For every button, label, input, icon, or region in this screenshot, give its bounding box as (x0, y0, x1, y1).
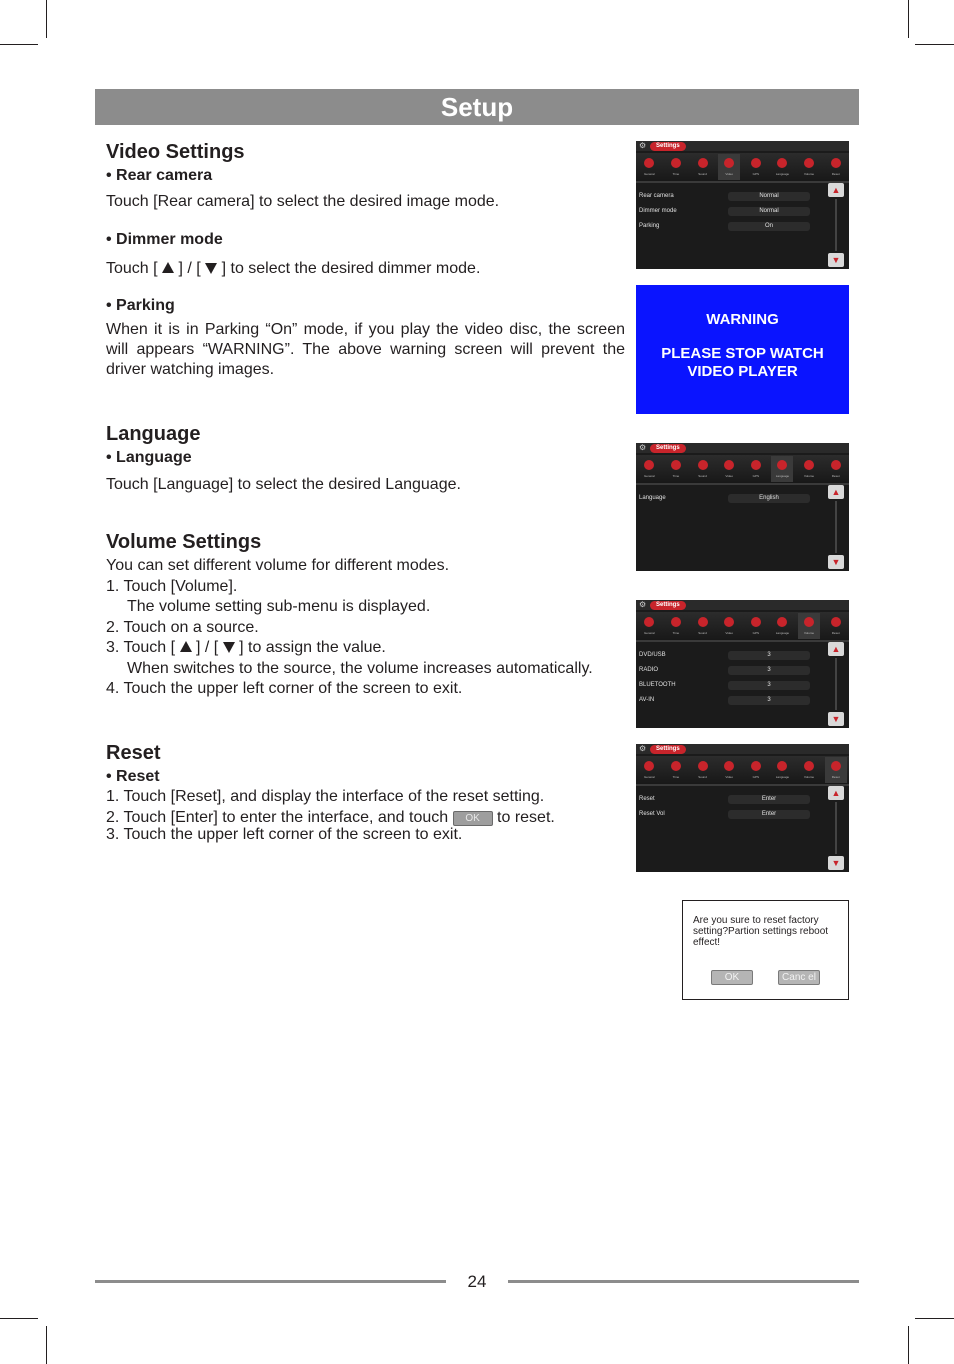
settings-tab-icon (638, 757, 660, 783)
settings-icon-row (636, 756, 849, 786)
settings-tab-icon (825, 154, 847, 180)
volume-step-3-note: When switches to the source, the volume increases automatically. (127, 660, 593, 677)
screen-scrollbar (826, 485, 846, 569)
parking-bullet: • Parking (106, 297, 175, 314)
settings-tab-icon (745, 456, 767, 482)
tab-glyph-icon (751, 761, 761, 771)
tab-label: GPS (752, 172, 759, 176)
scroll-down-icon: ▼ (828, 712, 844, 726)
tab-label: Volume (804, 474, 815, 478)
tab-label: General (643, 474, 655, 478)
reset-step-2: 2. Touch [Enter] to enter the interface, and touch OK to reset. (106, 809, 555, 826)
settings-tag: Settings (650, 601, 686, 610)
tab-glyph-icon (644, 761, 654, 771)
volume-settings-heading: Volume Settings (106, 531, 262, 553)
screen-scrollbar (826, 642, 846, 726)
language-screenshot (636, 443, 849, 571)
dimmer-mode-bullet: • Dimmer mode (106, 231, 223, 248)
tab-label: Language (775, 631, 790, 635)
tab-label: Sound (698, 172, 707, 176)
up-arrow-icon (180, 641, 192, 652)
settings-tab-icon (692, 757, 714, 783)
tab-glyph-icon (804, 761, 814, 771)
ok-button-illustration: OK (453, 811, 493, 826)
setting-row-value: Normal (728, 207, 810, 216)
scroll-down-icon: ▼ (828, 253, 844, 267)
tab-glyph-icon (804, 460, 814, 470)
tab-label: Video (725, 172, 733, 176)
tab-label: Language (775, 172, 790, 176)
tab-glyph-icon (724, 158, 734, 168)
scroll-track (835, 199, 837, 251)
settings-tab-icon (638, 456, 660, 482)
settings-tab-icon (665, 154, 687, 180)
setting-row-value: 3 (728, 666, 810, 675)
language-bullet: • Language (106, 449, 192, 466)
page-title: Setup (95, 89, 859, 125)
setting-row-label: Reset Vol (639, 811, 665, 817)
tab-glyph-icon (804, 617, 814, 627)
tab-glyph-icon (671, 617, 681, 627)
tab-label: Sound (698, 474, 707, 478)
scroll-track (835, 658, 837, 710)
tab-glyph-icon (724, 460, 734, 470)
tab-label: General (643, 631, 655, 635)
up-arrow-icon (162, 262, 174, 273)
reset-screenshot (636, 744, 849, 872)
settings-tag: Settings (650, 745, 686, 754)
scroll-up-icon: ▲ (828, 485, 844, 499)
tab-glyph-icon (644, 460, 654, 470)
tab-label: Reset (831, 172, 840, 176)
dialog-ok-button[interactable]: OK (711, 970, 753, 985)
tab-label: Time (672, 474, 680, 478)
volume-step-2: 2. Touch on a source. (106, 619, 259, 636)
language-heading: Language (106, 423, 201, 445)
settings-tag: Settings (650, 444, 686, 453)
setting-row-value: Enter (728, 795, 810, 804)
screen-scrollbar (826, 786, 846, 870)
scroll-down-icon: ▼ (828, 856, 844, 870)
tab-glyph-icon (698, 460, 708, 470)
tab-label: General (643, 172, 655, 176)
tab-label: GPS (752, 474, 759, 478)
settings-icon-row (636, 153, 849, 183)
tab-glyph-icon (804, 158, 814, 168)
tab-glyph-icon (777, 617, 787, 627)
footer-rule-left (95, 1280, 446, 1283)
reset-bullet: • Reset (106, 768, 160, 785)
setting-row-value: Normal (728, 192, 810, 201)
settings-icon-row (636, 612, 849, 642)
tab-glyph-icon (777, 761, 787, 771)
settings-tab-icon (718, 456, 740, 482)
parking-text: When it is in Parking “On” mode, if you play the video disc, the screen will appears “WARNING”. The above warning screen will prevent the driver watching images. (106, 321, 625, 378)
warning-line-2: PLEASE STOP WATCH (661, 345, 824, 362)
dialog-cancel-button[interactable]: Canc el (778, 970, 820, 985)
setting-row-value: 3 (728, 681, 810, 690)
settings-icon-row (636, 455, 849, 485)
settings-tag: Settings (650, 142, 686, 151)
setting-row-label: Reset (639, 796, 655, 802)
tab-label: Time (672, 631, 680, 635)
gear-icon: ⚙ (639, 744, 647, 753)
tab-glyph-icon (644, 617, 654, 627)
video-settings-heading: Video Settings (106, 141, 245, 163)
tab-label: Sound (698, 631, 707, 635)
scroll-up-icon: ▲ (828, 183, 844, 197)
scroll-up-icon: ▲ (828, 642, 844, 656)
tab-glyph-icon (831, 617, 841, 627)
warning-line-3: VIDEO PLAYER (687, 363, 798, 380)
tab-label: Reset (831, 775, 840, 779)
tab-label: Reset (831, 631, 840, 635)
settings-tab-icon (745, 613, 767, 639)
screen-scrollbar (826, 183, 846, 267)
crop-mark (46, 1326, 47, 1364)
settings-tab-icon (798, 456, 820, 482)
settings-tab-icon (665, 613, 687, 639)
settings-tab-icon (665, 757, 687, 783)
settings-tab-icon (798, 757, 820, 783)
tab-label: Volume (804, 631, 815, 635)
warning-title: WARNING (706, 311, 779, 328)
settings-tab-icon (771, 757, 793, 783)
setting-row-label: AV-IN (639, 697, 655, 703)
tab-label: Time (672, 172, 680, 176)
footer-rule-right (508, 1280, 859, 1283)
crop-mark (908, 1326, 909, 1364)
tab-glyph-icon (671, 761, 681, 771)
language-text: Touch [Language] to select the desired Language. (106, 476, 461, 493)
volume-screenshot (636, 600, 849, 728)
settings-tab-icon (745, 154, 767, 180)
dialog-message: Are you sure to reset factory setting?Partion settings reboot effect! (693, 915, 829, 948)
gear-icon: ⚙ (639, 600, 647, 609)
settings-tab-icon (692, 154, 714, 180)
tab-glyph-icon (698, 158, 708, 168)
crop-mark (46, 0, 47, 38)
tab-label: Reset (831, 474, 840, 478)
gear-icon: ⚙ (639, 443, 647, 452)
setting-row-label: Dimmer mode (639, 208, 677, 214)
volume-step-1: 1. Touch [Volume]. (106, 578, 238, 595)
tab-label: Language (775, 474, 790, 478)
setting-row-value: On (728, 222, 810, 231)
down-arrow-icon (223, 642, 235, 653)
scroll-up-icon: ▲ (828, 786, 844, 800)
setting-row-value: Enter (728, 810, 810, 819)
tab-glyph-icon (698, 617, 708, 627)
tab-label: Video (725, 474, 733, 478)
video-settings-screenshot (636, 141, 849, 269)
settings-tab-icon (665, 456, 687, 482)
volume-step-3: 3. Touch [ ] / [ ] to assign the value. (106, 639, 386, 656)
tab-glyph-icon (751, 617, 761, 627)
tab-glyph-icon (724, 617, 734, 627)
gear-icon: ⚙ (639, 141, 647, 150)
tab-glyph-icon (644, 158, 654, 168)
settings-tab-icon (638, 154, 660, 180)
settings-tab-icon (825, 757, 847, 783)
setting-row-value: 3 (728, 696, 810, 705)
settings-tab-icon (771, 613, 793, 639)
settings-tab-icon (825, 613, 847, 639)
settings-tab-icon (718, 757, 740, 783)
tab-glyph-icon (671, 158, 681, 168)
setting-row-label: RADIO (639, 667, 659, 673)
crop-mark (915, 1318, 954, 1319)
setting-row-value: 3 (728, 651, 810, 660)
settings-tab-icon (825, 456, 847, 482)
crop-mark (0, 1318, 38, 1319)
setting-row-value: English (728, 494, 810, 503)
tab-label: Language (775, 775, 790, 779)
tab-glyph-icon (831, 158, 841, 168)
crop-mark (908, 0, 909, 38)
tab-label: General (643, 775, 655, 779)
tab-label: Sound (698, 775, 707, 779)
tab-glyph-icon (751, 460, 761, 470)
tab-glyph-icon (671, 460, 681, 470)
down-arrow-icon (205, 263, 217, 274)
tab-glyph-icon (777, 158, 787, 168)
setting-row-label: DVD/USB (639, 652, 666, 658)
reset-step-3: 3. Touch the upper left corner of the screen to exit. (106, 826, 463, 843)
tab-glyph-icon (831, 460, 841, 470)
settings-tab-icon (745, 757, 767, 783)
setting-row-label: Parking (639, 223, 660, 229)
settings-tab-icon (692, 456, 714, 482)
settings-tab-icon (798, 613, 820, 639)
tab-label: Video (725, 775, 733, 779)
warning-screenshot (636, 285, 849, 414)
tab-label: GPS (752, 631, 759, 635)
settings-tab-icon (771, 456, 793, 482)
settings-tab-icon (718, 613, 740, 639)
setting-row-label: Language (639, 495, 666, 501)
scroll-track (835, 802, 837, 854)
tab-label: Volume (804, 775, 815, 779)
rear-camera-bullet: • Rear camera (106, 167, 213, 184)
tab-label: Time (672, 775, 680, 779)
settings-tab-icon (718, 154, 740, 180)
tab-glyph-icon (698, 761, 708, 771)
scroll-down-icon: ▼ (828, 555, 844, 569)
crop-mark (915, 44, 954, 45)
reset-confirm-dialog (682, 900, 849, 1000)
setting-row-label: Rear camera (639, 193, 674, 199)
volume-step-4: 4. Touch the upper left corner of the screen to exit. (106, 680, 463, 697)
tab-glyph-icon (831, 761, 841, 771)
tab-label: Volume (804, 172, 815, 176)
settings-tab-icon (771, 154, 793, 180)
rear-camera-text: Touch [Rear camera] to select the desired image mode. (106, 193, 500, 210)
volume-intro: You can set different volume for different modes. (106, 557, 450, 574)
setting-row-label: BLUETOOTH (639, 682, 676, 688)
page-number: 24 (467, 1272, 487, 1291)
tab-glyph-icon (724, 761, 734, 771)
volume-step-1-note: The volume setting sub-menu is displayed. (127, 598, 431, 615)
reset-step-1: 1. Touch [Reset], and display the interface of the reset setting. (106, 788, 545, 805)
crop-mark (0, 44, 38, 45)
dimmer-mode-text: Touch [ ] / [ ] to select the desired dimmer mode. (106, 260, 481, 277)
settings-tab-icon (692, 613, 714, 639)
scroll-track (835, 501, 837, 553)
settings-tab-icon (638, 613, 660, 639)
tab-glyph-icon (751, 158, 761, 168)
tab-label: GPS (752, 775, 759, 779)
reset-heading: Reset (106, 742, 161, 764)
tab-label: Video (725, 631, 733, 635)
settings-tab-icon (798, 154, 820, 180)
tab-glyph-icon (777, 460, 787, 470)
